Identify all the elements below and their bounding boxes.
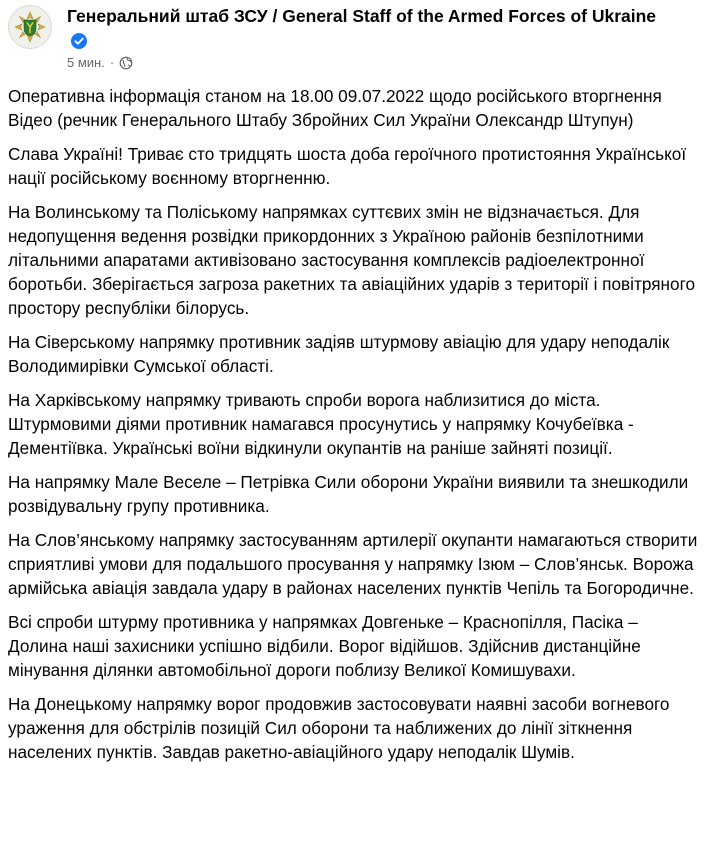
post-paragraph-video: Відео (речник Генерального Штабу Збройних Сил України Олександр Штупун) [8,110,634,130]
post-paragraph-headline: Оперативна інформація станом на 18.00 09.07.2022 щодо російського вторгнення [8,86,662,106]
post-paragraph: На Харківському напрямку тривають спроби ворога наблизитися до міста. Штурмовими діями противник намагався просунутись у напрямку Кочубеївка - Дементіївка. Українські воїни відкинули окупантів на раніше зайняті позиції. [8,390,634,458]
post-paragraph: Слава Україні! Триває сто тридцять шоста доба героїчного протистояння Української нації російському воєнному вторгненню. [8,144,687,188]
post-paragraph: На напрямку Мале Веселе – Петрівка Сили оборони України виявили та знешкодили розвідувальну групу противника. [8,472,689,516]
general-staff-emblem-icon [9,6,51,48]
post-paragraph: На Волинському та Поліському напрямках суттєвих змін не відзначається. Для недопущення ведення розвідки прикордонних з Україною районів безпілотними літальними апаратами активізовано застосування комплексів радіоелектронної боротьби. Зберігається загроза ракетних та авіаційних ударів з території і повітряного простору республіки білорусь. [8,202,696,318]
post-meta [67,54,133,72]
globe-icon[interactable] [119,56,133,70]
post-text [8,84,698,774]
page-avatar[interactable] [8,5,52,49]
meta-separator: · [109,55,115,70]
post-header [0,0,704,80]
author-name[interactable]: Генеральний штаб ЗСУ / General Staff of the Armed Forces of Ukraine [67,6,657,26]
post-author[interactable] [67,4,667,55]
post-paragraph: На Сіверському напрямку противник задіяв штурмову авіацію для удару неподалік Володимирівки Сумської області. [8,332,670,376]
post-paragraph: На Слов’янському напрямку застосуванням артилерії окупанти намагаються створити сприятливі умови для подальшого просування у напрямку Ізюм – Слов’янськ. Ворожа армійська авіація завдала удару в районах населених пунктів Чепіль та Богородичне. [8,530,698,598]
post-paragraph: Всі спроби штурму противника у напрямках Довгеньке – Краснопілля, Пасіка – Долина наші захисники успішно відбили. Ворог відійшов. Здійснив дистанційне мінування ділянки автомобільної дороги поблизу Великої Комишувахи. [8,612,641,680]
post-timestamp[interactable]: 5 мин. [67,55,105,70]
verified-badge-icon [71,31,87,55]
post-paragraph: На Донецькому напрямку ворог продовжив застосовувати наявні засоби вогневого ураження для обстрілів позицій Сил оборони та наближених до лінії зіткнення населених пунктів. Завдав ракетно-авіаційного удару неподалік Шумів. [8,694,670,762]
